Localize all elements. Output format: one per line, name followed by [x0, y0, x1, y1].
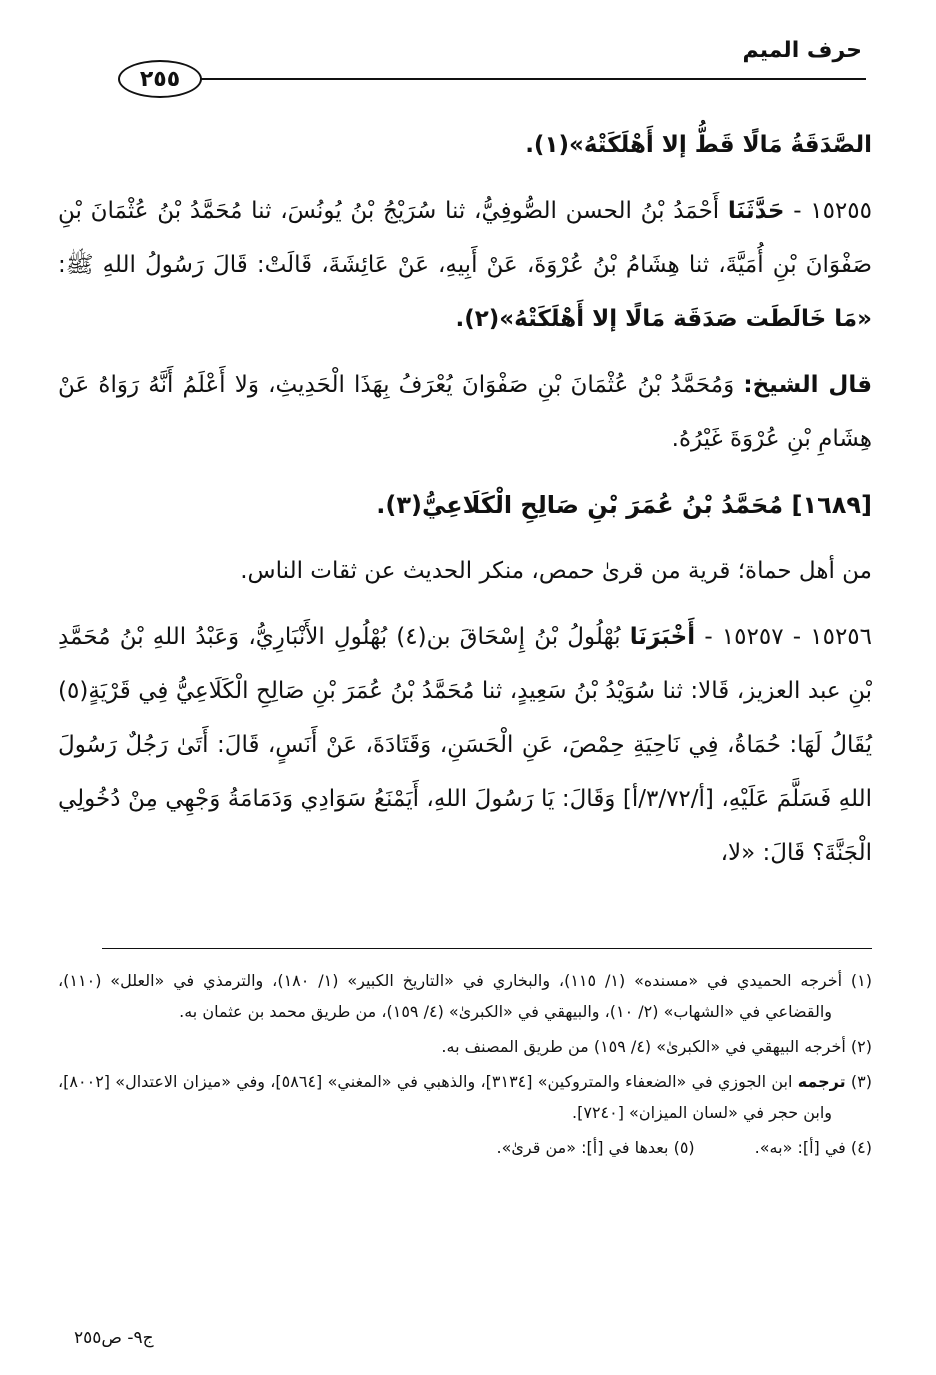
hadith-15255 — [58, 184, 872, 346]
header-rule — [200, 78, 866, 80]
footnote-row — [58, 1132, 872, 1167]
footnote-4: (٤) في [أ]: «به». — [754, 1138, 872, 1157]
hadith-text-end: الصَّدَقَةُ مَالًا قَطُّ إلا أَهْلَكَتْهُ»(١). — [525, 132, 872, 158]
hadith-number: ١٥٢٥٥ - — [793, 198, 872, 224]
sheikh-label: قال الشيخ: — [743, 372, 873, 398]
paragraph-continuation — [58, 118, 872, 172]
footnote-3-lead: ترجمه — [797, 1072, 846, 1091]
transmission-verb: حَدَّثَنَا — [727, 198, 785, 224]
page-reference: ج٩- ص٢٥٥ — [74, 1328, 154, 1348]
matn-quote: «مَا خَالَطَت صَدَقَة مَالًا إلا أَهْلَكَتْهُ»(٢). — [455, 306, 872, 332]
footnote-separator — [102, 948, 872, 949]
biography-heading: [١٦٨٩] مُحَمَّدُ بْنُ عُمَرَ بْنِ صَالِحِ الْكَلَاعِيُّ(٣). — [376, 491, 872, 519]
isnad-text: أَحْمَدُ بْنُ الحسن الصُّوفِيُّ، ثنا سُرَيْجُ بْنُ يُونُسَ، ثنا مُحَمَّدُ بْنُ عُثْمَانَ بْنِ صَفْوَانَ بْنِ أُمَيَّةَ، ثنا هِشَامُ بْنُ عُرْوَةَ، عَنْ أَبِيهِ، عَنْ عَائِشَةَ، قَالَتْ: قَالَ رَسُولُ اللهِ ﷺ: — [58, 198, 872, 278]
footnotes — [58, 965, 872, 1167]
chapter-title: حرف الميم — [742, 38, 862, 63]
footnote-3-text: ابن الجوزي في «الضعفاء والمتروكين» [٣١٣٤]، والذهبي في «المغني» [٥٨٦٤]، وفي «ميزان الاعتدال» [٨٠٠٢]، وابن حجر في «لسان الميزان» [٧٢٤٠]. — [58, 1072, 832, 1122]
page-number: ٢٥٥ — [118, 60, 202, 98]
footnote-5: (٥) بعدها في [أ]: «من قرىٰ». — [496, 1138, 695, 1157]
main-text — [58, 118, 872, 892]
hadith-number: ١٥٢٥٦ - ١٥٢٥٧ - — [704, 624, 873, 650]
sheikh-comment — [58, 358, 872, 466]
sheikh-comment-text: وَمُحَمَّدُ بْنُ عُثْمَانَ بْنِ صَفْوَانَ يُعْرَفُ بِهَذَا الْحَدِيثِ، وَلا أَعْلَمُ أَنَّهُ رَوَاهُ عَنْ هِشَامِ بْنِ عُرْوَةَ غَيْرُهُ. — [58, 372, 872, 452]
biography-description: من أهل حماة؛ قرية من قرىٰ حمص، منكر الحديث عن ثقات الناس. — [240, 558, 872, 584]
hadith-15256-15257 — [58, 610, 872, 880]
footnote-3 — [58, 1066, 872, 1128]
footnote-3-number: (٣) — [850, 1072, 872, 1091]
footnote-2: (٢) أخرجه البيهقي في «الكبرىٰ» (٤/ ١٥٩) من طريق المصنف به. — [441, 1037, 872, 1056]
footnote-1: (١) أخرجه الحميدي في «مسنده» (١/ ١١٥)، والبخاري في «التاريخ الكبير» (١/ ١٨٠)، والترمذي في «العلل» (١١٠)، والقضاعي في «الشهاب» (٢/ ١٠)، والبيهقي في «الكبرىٰ» (٤/ ١٥٩)، من طريق محمد بن عثمان به. — [58, 971, 873, 1021]
transmission-verb: أَخْبَرَنَا — [629, 624, 696, 650]
isnad-matn-text: بُهْلُولُ بْنُ إِسْحَاقَ بن(٤) بُهْلُولِ الأَنْبَارِيُّ، وَعَبْدُ اللهِ بْنُ مُحَمَّدِ بْنِ عبد العزيز، قَالا: ثنا سُوَيْدُ بْنُ سَعِيدٍ، ثنا مُحَمَّدُ بْنُ عُمَرَ بْنِ صَالِحِ الْكَلَاعِيُّ فِي قَرْيَةٍ(٥) يُقَالُ لَهَا: حُمَاةُ، فِي نَاحِيَةِ حِمْصَ، عَنِ الْحَسَنِ، وَقَتَادَةَ، عَنْ أَنَسٍ، قَالَ: أَتَىٰ رَجُلٌ رَسُولَ اللهِ فَسَلَّمَ عَلَيْهِ، [أ/٣/٧٢/أ] وَقَالَ: يَا رَسُولَ اللهِ، أَيَمْنَعُ سَوَادِي وَدَمَامَةُ وَجْهِي مِنْ دُخُولِي الْجَنَّةَ؟ قَالَ: «لا، — [58, 624, 872, 866]
